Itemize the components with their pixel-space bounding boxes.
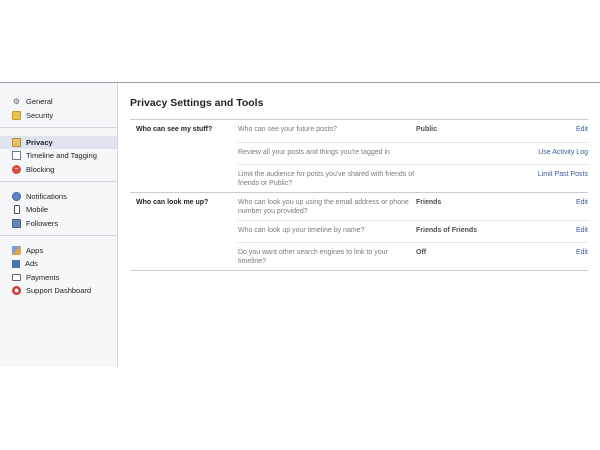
setting-row-name-lookup — [238, 220, 588, 242]
sidebar-item-general[interactable] — [0, 95, 117, 108]
page-title: Privacy Settings and Tools — [130, 97, 264, 109]
setting-row-review-posts — [238, 142, 588, 164]
section-label: Who can see my stuff? — [136, 126, 213, 133]
sidebar-item-label: Notifications — [26, 191, 67, 201]
sidebar-item-label: Payments — [26, 272, 60, 282]
sidebar-group-apps — [0, 235, 117, 303]
settings-sidebar — [0, 83, 118, 367]
followers-icon — [12, 219, 21, 228]
gear-icon: ⚙ — [12, 97, 21, 106]
sidebar-group-notifications — [0, 181, 117, 235]
setting-row-future-posts — [238, 120, 588, 142]
sidebar-item-label: Blocking — [26, 164, 55, 174]
sidebar-item-label: Privacy — [26, 137, 53, 147]
setting-question: Limit the audience for posts you've shared with friends of friends or Public? — [238, 171, 415, 187]
sidebar-item-apps[interactable] — [0, 244, 117, 257]
privacy-settings-table — [130, 119, 588, 271]
sidebar-item-label: Security — [26, 110, 54, 120]
sidebar-item-support-dashboard[interactable] — [0, 284, 117, 297]
lock-icon — [12, 111, 21, 120]
sidebar-item-privacy[interactable] — [0, 136, 118, 149]
block-icon: – — [12, 165, 21, 174]
setting-value: Friends of Friends — [416, 227, 478, 234]
apps-icon — [12, 246, 21, 255]
sidebar-item-label: Timeline and Tagging — [26, 151, 97, 160]
sidebar-item-label: Ads — [25, 259, 38, 268]
setting-question: Do you want other search engines to link to your timeline? — [238, 249, 388, 265]
sidebar-item-payments[interactable] — [0, 271, 117, 284]
section-who-can-look-me-up — [130, 193, 588, 271]
sidebar-item-ads[interactable] — [0, 257, 117, 270]
payments-card-icon — [12, 274, 21, 281]
section-who-can-see — [130, 120, 588, 193]
settings-main — [130, 83, 588, 367]
support-lifebuoy-icon — [12, 286, 21, 295]
sidebar-item-timeline-and-tagging[interactable] — [0, 149, 117, 162]
sidebar-item-label: General — [26, 97, 53, 106]
setting-value: Friends — [416, 199, 442, 206]
limit-past-posts-link[interactable]: Limit Past Posts — [537, 171, 588, 178]
setting-question: Who can look up your timeline by name? — [238, 227, 365, 234]
section-label: Who can look me up? — [136, 199, 209, 206]
edit-future-posts-link[interactable]: Edit — [575, 126, 588, 133]
ads-icon — [12, 260, 20, 268]
edit-name-lookup-link[interactable]: Edit — [575, 227, 588, 234]
sidebar-item-label: Support Dashboard — [26, 286, 92, 295]
section-rows — [238, 193, 588, 270]
setting-question: Who can look you up using the email address or phone number you provided? — [238, 199, 409, 215]
use-activity-log-link[interactable]: Use Activity Log — [538, 149, 588, 156]
sidebar-item-label: Mobile — [26, 205, 49, 214]
sidebar-item-followers[interactable] — [0, 217, 117, 230]
sidebar-item-blocking[interactable] — [0, 163, 117, 176]
timeline-icon — [12, 151, 21, 160]
globe-icon — [12, 192, 21, 201]
sidebar-group-account — [0, 95, 117, 127]
sidebar-item-mobile[interactable] — [0, 203, 117, 216]
sidebar-item-security[interactable] — [0, 109, 117, 122]
sidebar-group-privacy — [0, 127, 117, 181]
edit-search-engines-link[interactable]: Edit — [575, 249, 588, 256]
sidebar-item-notifications[interactable] — [0, 190, 117, 203]
mobile-phone-icon — [14, 205, 20, 214]
setting-row-search-engines — [238, 242, 588, 270]
setting-question: Who can see your future posts? — [238, 126, 337, 133]
edit-email-lookup-link[interactable]: Edit — [575, 199, 588, 206]
section-rows — [238, 120, 588, 192]
setting-row-email-lookup — [238, 193, 588, 220]
setting-value: Off — [416, 249, 427, 256]
privacy-lock-icon — [12, 138, 21, 147]
sidebar-item-label: Apps — [26, 245, 44, 255]
setting-question: Review all your posts and things you're tagged in — [238, 149, 390, 156]
sidebar-item-label: Followers — [26, 218, 59, 228]
setting-row-limit-audience — [238, 164, 588, 192]
setting-value: Public — [416, 126, 438, 133]
settings-frame — [0, 82, 600, 366]
